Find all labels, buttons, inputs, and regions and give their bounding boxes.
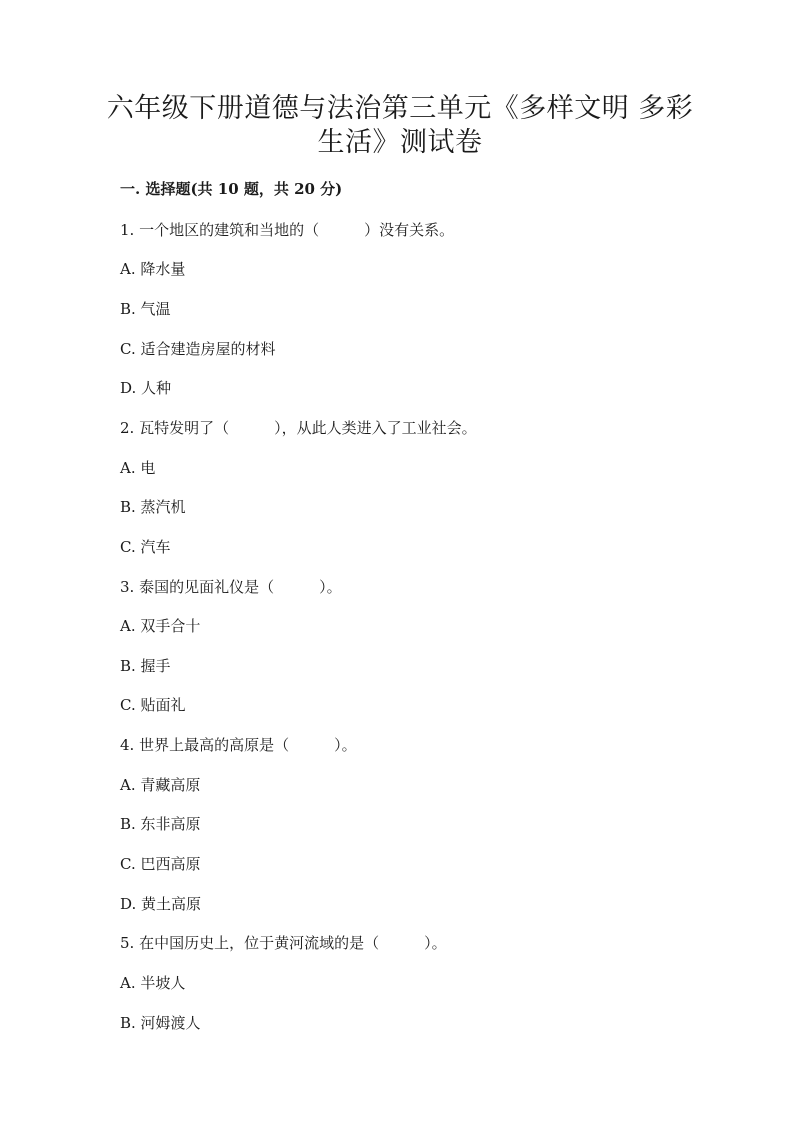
question-3-option-c: C. 贴面礼: [120, 696, 186, 714]
question-4-option-a: A. 青藏高原: [120, 776, 201, 794]
question-2-stem: 2. 瓦特发明了（ ），从此人类进入了工业社会。: [120, 419, 477, 437]
section-heading: 一. 选择题(共 10 题，共 20 分): [120, 180, 343, 198]
question-2-option-a: A. 电: [120, 459, 156, 477]
question-5-option-b: B. 河姆渡人: [120, 1014, 201, 1032]
question-4-stem: 4. 世界上最高的高原是（ ）。: [120, 736, 357, 754]
question-4-option-c: C. 巴西高原: [120, 855, 201, 873]
question-3-stem: 3. 泰国的见面礼仪是（ ）。: [120, 578, 342, 596]
question-1-option-c: C. 适合建造房屋的材料: [120, 340, 276, 358]
question-4-option-b: B. 东非高原: [120, 815, 201, 833]
question-1-option-d: D. 人种: [120, 379, 172, 397]
question-5-stem: 5. 在中国历史上，位于黄河流域的是（ ）。: [120, 934, 447, 952]
question-1-stem: 1. 一个地区的建筑和当地的（ ）没有关系。: [120, 221, 455, 239]
question-5-option-a: A. 半坡人: [120, 974, 186, 992]
question-2-option-c: C. 汽车: [120, 538, 171, 556]
document-title: 六年级下册道德与法治第三单元《多样文明 多彩生活》测试卷: [106, 93, 694, 158]
question-2-option-b: B. 蒸汽机: [120, 498, 186, 516]
question-1-option-b: B. 气温: [120, 300, 171, 318]
question-3-option-b: B. 握手: [120, 657, 171, 675]
question-3-option-a: A. 双手合十: [120, 617, 201, 635]
question-4-option-d: D. 黄土高原: [120, 895, 202, 913]
question-1-option-a: A. 降水量: [120, 260, 186, 278]
